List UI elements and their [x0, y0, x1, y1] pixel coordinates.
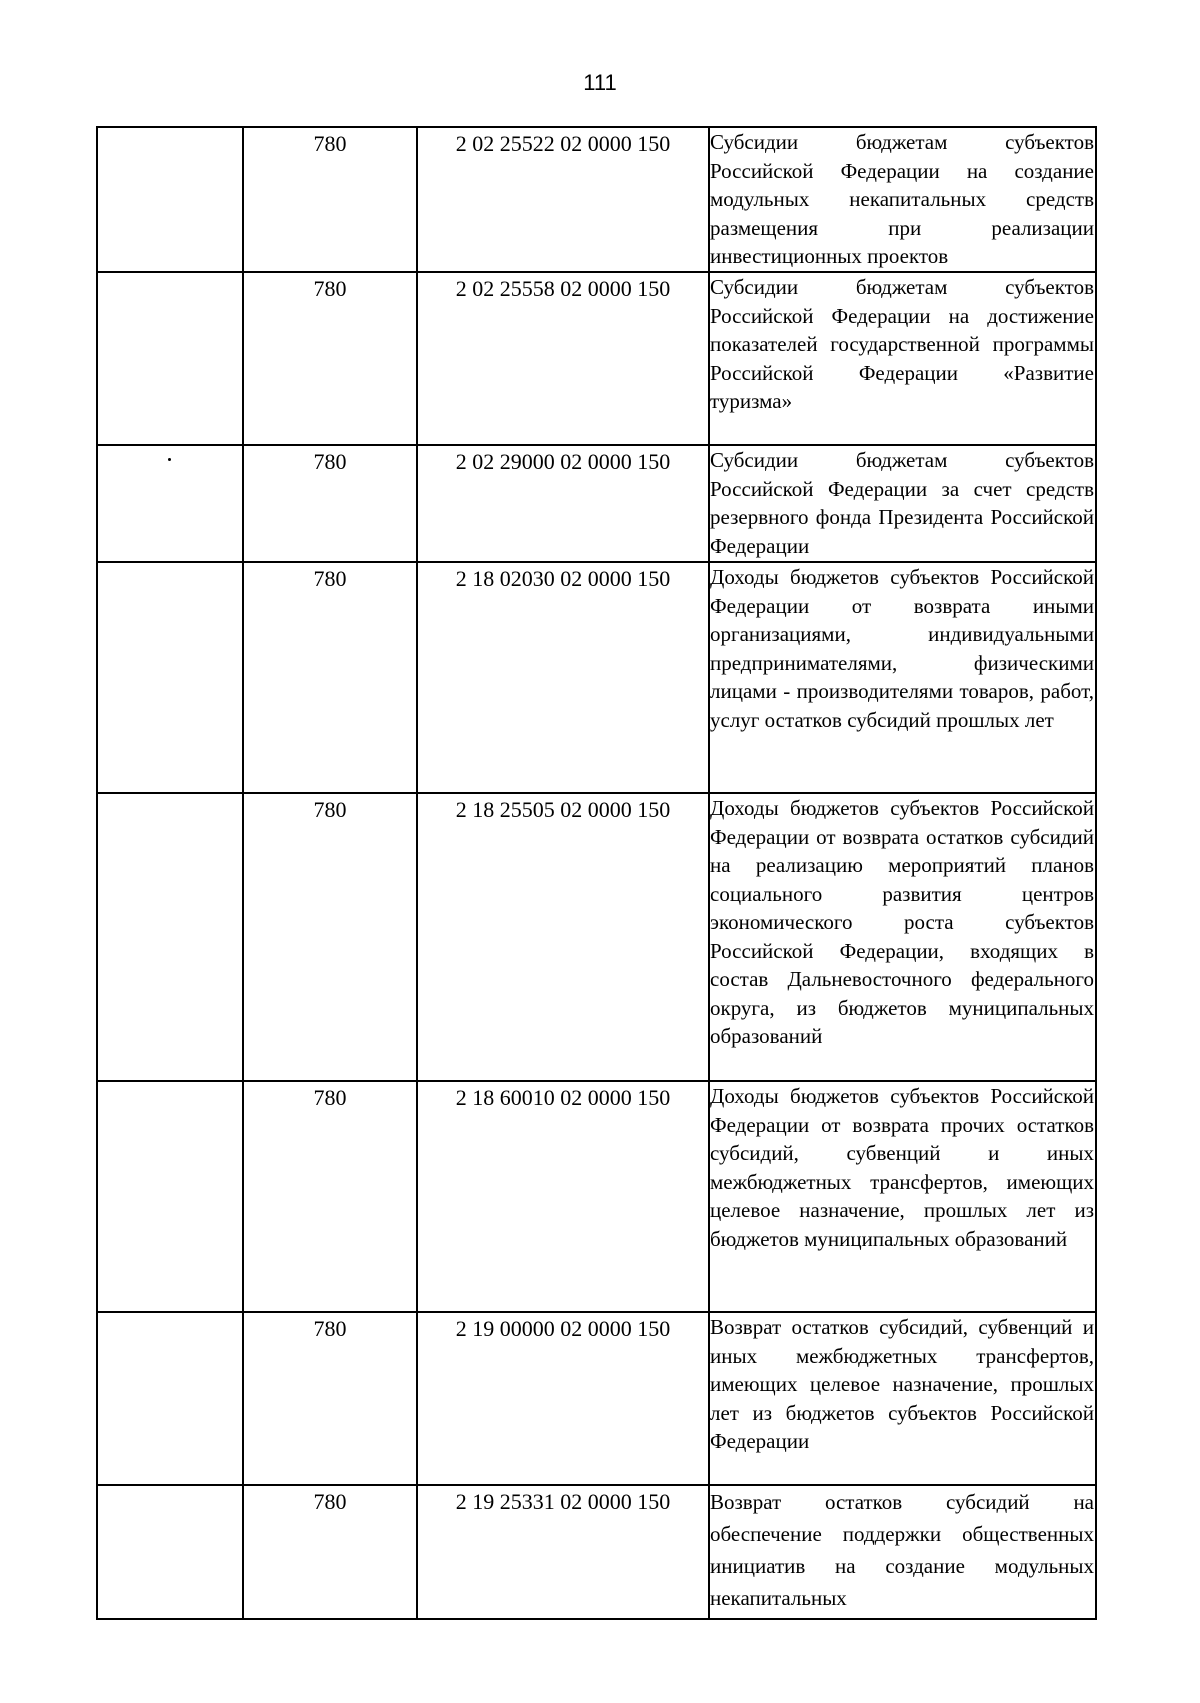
empty-cell — [97, 445, 243, 562]
scan-speck — [168, 458, 171, 461]
table-row — [97, 793, 1096, 1081]
table-row — [97, 1081, 1096, 1312]
empty-cell — [97, 562, 243, 793]
table-row — [97, 445, 1096, 562]
description-cell — [709, 127, 1096, 272]
admin-code-cell: 780 — [243, 562, 417, 793]
description-cell — [709, 793, 1096, 1081]
table-row — [97, 562, 1096, 793]
description-text: Доходы бюджетов субъектов Российской Федерации от возврата иными организациями, индивидуальными предпринимателями, физическими лицами - производителями товаров, работ, услуг остатков субсидий прошлых лет — [710, 565, 1094, 732]
budget-code-cell: 2 02 25522 02 0000 150 — [417, 127, 709, 272]
budget-code-cell: 2 18 60010 02 0000 150 — [417, 1081, 709, 1312]
description-text: Доходы бюджетов субъектов Российской Федерации от возврата остатков субсидий на реализацию мероприятий планов социального развития центров экономического роста субъектов Российской Федерации, входящих в состав Дальневосточного федерального округа, из бюджетов муниципальных образований — [710, 796, 1094, 1048]
description-text: Возврат остатков субсидий на обеспечение поддержки общественных инициатив на создание модульных некапитальных — [710, 1490, 1094, 1610]
description-cell — [709, 445, 1096, 562]
page-number: 111 — [583, 70, 617, 95]
description-cell — [709, 562, 1096, 793]
table-row — [97, 1312, 1096, 1485]
empty-cell — [97, 1081, 243, 1312]
admin-code-cell: 780 — [243, 1312, 417, 1485]
admin-code-cell: 780 — [243, 127, 417, 272]
budget-code-cell: 2 19 00000 02 0000 150 — [417, 1312, 709, 1485]
description-text: Субсидии бюджетам субъектов Российской Федерации за счет средств резервного фонда Президента Российской Федерации — [710, 448, 1094, 558]
empty-cell — [97, 127, 243, 272]
empty-cell — [97, 1485, 243, 1619]
budget-code-cell: 2 18 25505 02 0000 150 — [417, 793, 709, 1081]
table-row — [97, 1485, 1096, 1619]
description-text: Субсидии бюджетам субъектов Российской Федерации на достижение показателей государственной программы Российской Федерации «Развитие туризма» — [710, 275, 1094, 413]
empty-cell — [97, 1312, 243, 1485]
admin-code-cell: 780 — [243, 445, 417, 562]
budget-classification-table — [96, 126, 1097, 1620]
description-cell — [709, 1312, 1096, 1485]
budget-code-cell: 2 19 25331 02 0000 150 — [417, 1485, 709, 1619]
admin-code-cell: 780 — [243, 272, 417, 445]
description-text: Субсидии бюджетам субъектов Российской Федерации на создание модульных некапитальных средств размещения при реализации инвестиционных проектов — [710, 130, 1094, 268]
description-cell — [709, 1081, 1096, 1312]
empty-cell — [97, 272, 243, 445]
table-row — [97, 272, 1096, 445]
empty-cell — [97, 793, 243, 1081]
table-row — [97, 127, 1096, 272]
admin-code-cell: 780 — [243, 1081, 417, 1312]
budget-code-cell: 2 18 02030 02 0000 150 — [417, 562, 709, 793]
description-text: Возврат остатков субсидий, субвенций и иных межбюджетных трансфертов, имеющих целевое назначение, прошлых лет из бюджетов субъектов Российской Федерации — [710, 1315, 1094, 1453]
description-cell — [709, 272, 1096, 445]
admin-code-cell: 780 — [243, 793, 417, 1081]
description-cell — [709, 1485, 1096, 1619]
admin-code-cell: 780 — [243, 1485, 417, 1619]
budget-code-cell: 2 02 25558 02 0000 150 — [417, 272, 709, 445]
budget-code-cell: 2 02 29000 02 0000 150 — [417, 445, 709, 562]
description-text: Доходы бюджетов субъектов Российской Федерации от возврата прочих остатков субсидий, субвенций и иных межбюджетных трансфертов, имеющих целевое назначение, прошлых лет из бюджетов муниципальных образований — [710, 1084, 1094, 1251]
